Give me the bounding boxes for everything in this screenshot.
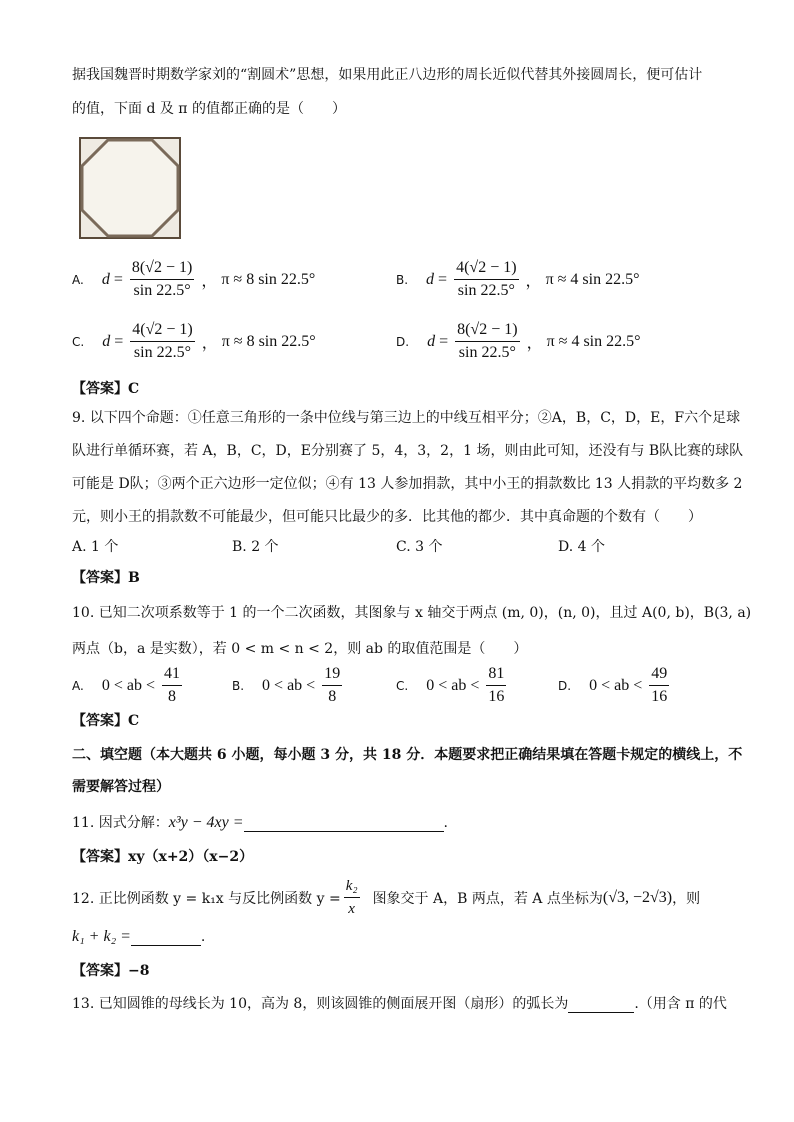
section-2-heading-line-2: 需要解答过程） bbox=[72, 779, 170, 795]
q13-question: 13. 已知圆锥的母线长为 10，高为 8，则该圆锥的侧面展开图（扇形）的弧长为 .（用含 π 的代 bbox=[72, 996, 727, 1012]
section-2-heading-line-1: 二、填空题（本大题共 6 小题，每小题 3 分，共 18 分．本题要求把正确结果填在答题卡规定的横线上，不 bbox=[72, 747, 743, 763]
q10-option-a: A. 0 < ab < $\frac{41}{8}$ bbox=[72, 665, 180, 705]
q9-line-1: 9. 以下四个命题：①任意三角形的一条中位线与第三边上的中线互相平分；②A，B，C，D，E，F六个足球 bbox=[72, 410, 741, 426]
q12-answer-blank bbox=[131, 945, 201, 946]
q12-question-line-2: k₁ + k₂ = . bbox=[72, 928, 206, 945]
q8-option-c: C. d = $\frac{4(√2 - 1)}{\sin 22.5^\circ}$ ， π ≈ 8 sin 22.5° bbox=[72, 321, 316, 361]
q10-line-1: 10. 已知二次项系数等于 1 的一个二次函数，其图象与 x 轴交于两点 (m, 0)，(n, 0)，且过 A(0, b)，B(3, a) bbox=[72, 605, 752, 621]
q12-answer: 【答案】−8 bbox=[72, 963, 150, 979]
octagon-in-square-figure bbox=[78, 136, 182, 240]
q8-option-d: D. d = $\frac{8(√2 - 1)}{\sin 22.5^\circ}$ ， π ≈ 4 sin 22.5° bbox=[396, 321, 641, 361]
q13-answer-blank bbox=[568, 1012, 634, 1013]
q9-line-2: 队进行单循环赛，若 A，B，C，D，E分别赛了 5，4，3，2，1 场，则由此可知，还没有与 B队比赛的球队 bbox=[72, 443, 744, 459]
q9-option-b: B. 2 个 bbox=[232, 539, 279, 555]
q11-question: 11. 因式分解： x³y − 4xy = . bbox=[72, 814, 448, 831]
q9-line-4: 元，则小王的捐款数不可能最少，但可能只比最少的多．比其他的都少．其中真命题的个数有（ ） bbox=[72, 509, 702, 525]
q10-option-c: C. 0 < ab < $\frac{81}{16}$ bbox=[396, 665, 505, 705]
q10-option-d: D. 0 < ab < $\frac{49}{16}$ bbox=[558, 665, 668, 705]
q9-answer: 【答案】B bbox=[72, 570, 140, 586]
q8-option-b: B. d = $\frac{4(√2 - 1)}{\sin 22.5^\circ}$ ， π ≈ 4 sin 22.5° bbox=[396, 259, 640, 299]
q11-answer-blank bbox=[244, 831, 444, 832]
q10-line-2: 两点（b，a 是实数），若 0 < m < n < 2，则 ab 的取值范围是（ ） bbox=[72, 641, 528, 657]
q8-option-a: A. d = $\frac{8(√2 - 1)}{\sin 22.5^\circ}$ ， π ≈ 8 sin 22.5° bbox=[72, 259, 316, 299]
q9-option-a: A. 1 个 bbox=[72, 539, 119, 555]
q9-option-d: D. 4 个 bbox=[558, 539, 605, 555]
q12-question-line-1: 12. 正比例函数 y = k₁x 与反比例函数 y = $\frac{\text{k₂}}{x}$ 图象交于 A，B 两点，若 A 点坐标为 (√3, −2√3) ，则 bbox=[72, 878, 701, 917]
q8-answer: 【答案】C bbox=[72, 381, 140, 397]
intro-line-2: 的值，下面 d 及 π 的值都正确的是（ ） bbox=[72, 101, 346, 117]
q10-option-b: B. 0 < ab < $\frac{19}{8}$ bbox=[232, 665, 341, 705]
q9-option-c: C. 3 个 bbox=[396, 539, 443, 555]
q11-answer: 【答案】xy（x+2）（x−2） bbox=[72, 849, 254, 865]
q10-answer: 【答案】C bbox=[72, 713, 140, 729]
intro-line-1: 据我国魏晋时期数学家刘的“割圆术”思想，如果用此正八边形的周长近似代替其外接圆周长，便可估计 bbox=[72, 67, 703, 83]
q9-line-3: 可能是 D队；③两个正六边形一定位似；④有 13 人参加捐款，其中小王的捐款数比 13 人捐款的平均数多 2 bbox=[72, 476, 743, 492]
